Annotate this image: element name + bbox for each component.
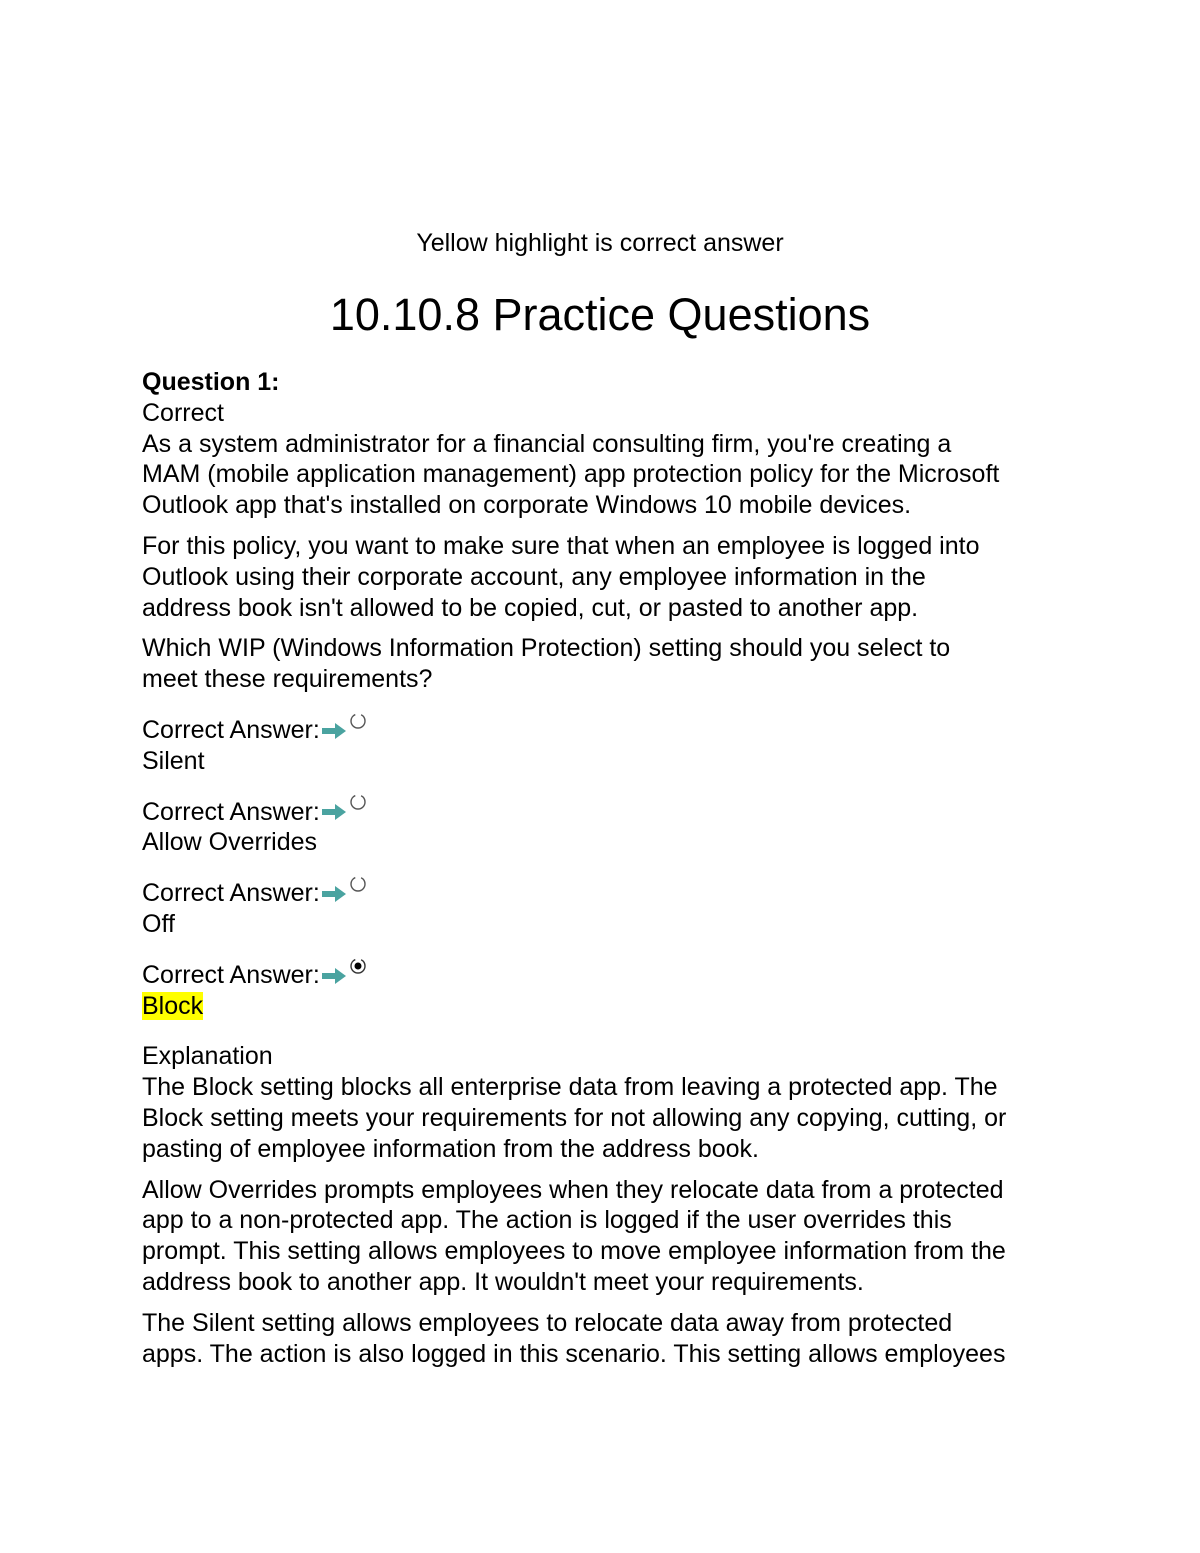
question-line: As a system administrator for a financial consulting firm, you're creating a — [142, 429, 952, 458]
question-line: MAM (mobile application management) app protection policy for the Microsoft — [142, 460, 1000, 489]
question-line: Outlook app that's installed on corporate Windows 10 mobile devices. — [142, 491, 912, 520]
arrow-right-icon — [321, 885, 347, 903]
radio-button-icon[interactable] — [349, 875, 367, 893]
explanation-paragraph — [142, 1308, 1072, 1370]
arrow-right-icon — [321, 722, 347, 740]
arrow-right-icon — [321, 967, 347, 985]
question-paragraph — [142, 531, 1072, 623]
answer-label: Correct Answer: — [142, 797, 320, 826]
explanation — [142, 1041, 1072, 1369]
question-line: For this policy, you want to make sure that when an employee is logged into — [142, 531, 980, 560]
answer-header — [142, 797, 1072, 828]
explanation-line: The Silent setting allows employees to relocate data away from protected — [142, 1308, 953, 1337]
explanation-paragraph — [142, 1072, 1072, 1164]
question-line: address book isn't allowed to be copied, cut, or pasted to another app. — [142, 593, 919, 622]
explanation-line: Block setting meets your requirements for not allowing any copying, cutting, or — [142, 1103, 1007, 1132]
explanation-line: pasting of employee information from the address book. — [142, 1134, 760, 1163]
question-status: Correct — [142, 398, 224, 427]
answer-header — [142, 715, 1072, 746]
answer-text: Allow Overrides — [142, 828, 318, 857]
explanation-heading: Explanation — [142, 1042, 273, 1071]
answer-option[interactable] — [142, 878, 1072, 940]
page-title: 10.10.8 Practice Questions — [329, 289, 871, 340]
answer-header — [142, 960, 1072, 991]
question-paragraph — [142, 633, 1072, 695]
explanation-line: apps. The action is also logged in this scenario. This setting allows employees — [142, 1339, 1006, 1368]
question-content — [142, 367, 1072, 1369]
answer-label: Correct Answer: — [142, 960, 320, 989]
question-label: Question 1: — [142, 368, 280, 396]
explanation-line: Allow Overrides prompts employees when they relocate data from a protected — [142, 1175, 1004, 1204]
explanation-paragraph — [142, 1175, 1072, 1298]
answer-label: Correct Answer: — [142, 879, 320, 908]
question-line: Which WIP (Windows Information Protection) setting should you select to — [142, 634, 951, 663]
page-subtitle: Yellow highlight is correct answer — [416, 229, 784, 257]
answer-option[interactable] — [142, 715, 1072, 777]
radio-button-icon[interactable] — [349, 793, 367, 811]
arrow-right-icon — [321, 803, 347, 821]
question-line: meet these requirements? — [142, 665, 433, 694]
explanation-line: prompt. This setting allows employees to move employee information from the — [142, 1237, 1006, 1266]
explanation-line: address book to another app. It wouldn't meet your requirements. — [142, 1267, 864, 1296]
question-line: Outlook using their corporate account, any employee information in the — [142, 562, 926, 591]
radio-button-selected-icon[interactable] — [349, 957, 367, 975]
answer-header — [142, 878, 1072, 909]
answer-text: Silent — [142, 746, 205, 775]
answer-text: Off — [142, 909, 175, 938]
radio-button-icon[interactable] — [349, 712, 367, 730]
explanation-line: The Block setting blocks all enterprise data from leaving a protected app. The — [142, 1073, 998, 1102]
answer-label: Correct Answer: — [142, 715, 320, 744]
answer-option-selected[interactable] — [142, 960, 1072, 1022]
question-paragraph — [142, 429, 1072, 521]
answer-text-highlighted: Block — [142, 991, 204, 1020]
answer-option[interactable] — [142, 797, 1072, 859]
explanation-line: app to a non-protected app. The action is logged if the user overrides this — [142, 1206, 952, 1235]
